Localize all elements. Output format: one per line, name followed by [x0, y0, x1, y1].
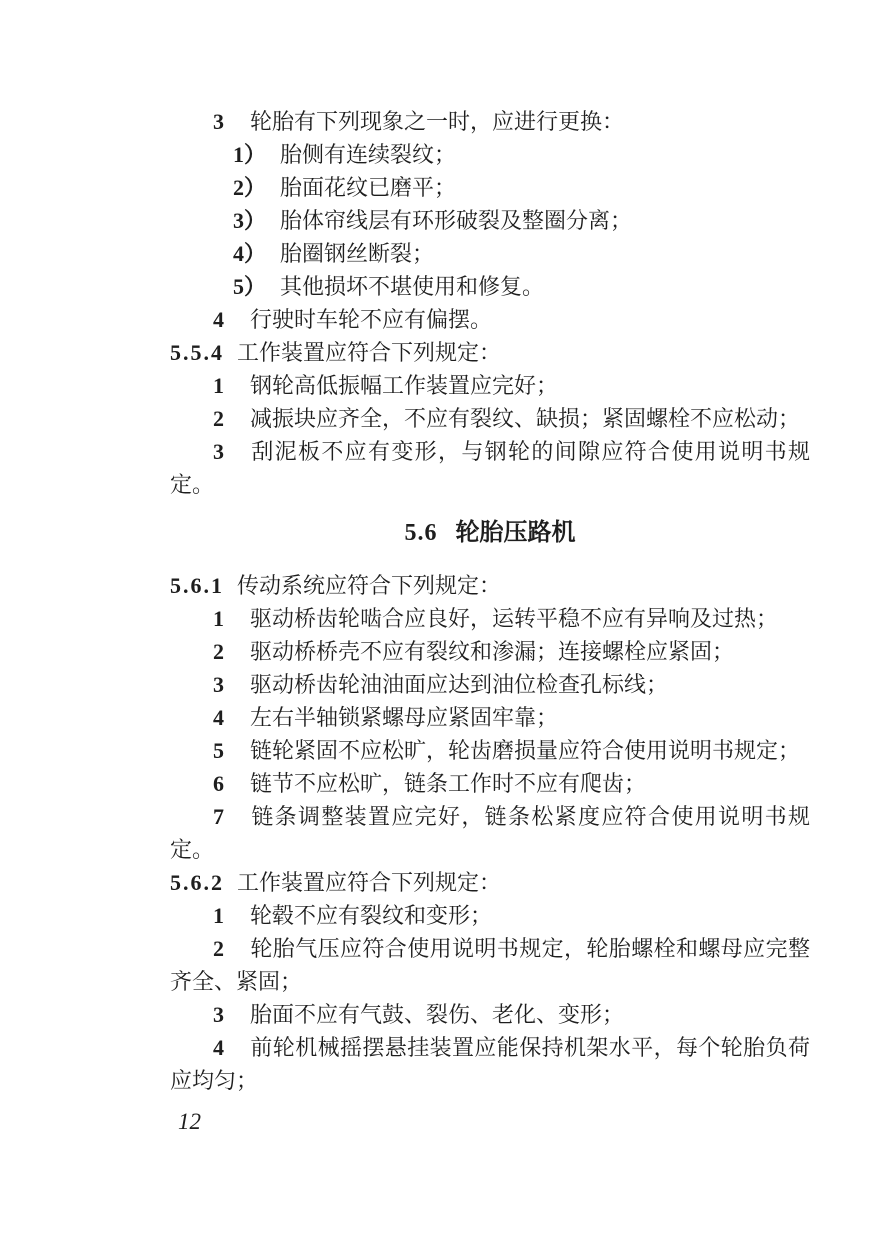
- item-number: 7: [213, 804, 224, 829]
- section-heading: [170, 517, 810, 550]
- item-number: 4: [213, 307, 224, 332]
- item-number: 3: [213, 672, 224, 697]
- item-number: 3: [213, 1002, 224, 1027]
- clause-number: 5.6.1: [170, 573, 224, 598]
- item-number: 1: [213, 606, 224, 631]
- item-text: 驱动桥齿轮啮合应良好，运转平稳不应有异响及过热；: [250, 606, 779, 631]
- item-text: 轮胎有下列现象之一时，应进行更换：: [250, 109, 625, 134]
- item-number: 1: [213, 903, 224, 928]
- item-number: 4: [213, 1035, 224, 1060]
- item-text: 驱动桥齿轮油油面应达到油位检查孔标线；: [250, 672, 669, 697]
- clause-text: 传动系统应符合下列规定：: [237, 573, 502, 598]
- item-number: 3: [213, 109, 224, 134]
- numbered-item: [170, 303, 810, 336]
- item-text: 钢轮高低振幅工作装置应完好；: [250, 373, 559, 398]
- clause-text: 工作装置应符合下列规定：: [237, 340, 502, 365]
- item-number: 3）: [233, 208, 267, 233]
- item-text: 链节不应松旷，链条工作时不应有爬齿；: [250, 771, 647, 796]
- item-text: 链轮紧固不应松旷，轮齿磨损量应符合使用说明书规定；: [250, 738, 801, 763]
- page-number: 12: [178, 1109, 201, 1134]
- sub-list-item: [170, 204, 810, 237]
- numbered-item: [170, 1031, 810, 1097]
- numbered-item: [170, 668, 810, 701]
- item-text: 轮毂不应有裂纹和变形；: [250, 903, 493, 928]
- item-text: 减振块应齐全，不应有裂纹、缺损；紧固螺栓不应松动；: [250, 406, 801, 431]
- item-text: 行驶时车轮不应有偏摆。: [250, 307, 493, 332]
- item-number: 1: [213, 373, 224, 398]
- item-text: 胎侧有连续裂纹；: [280, 142, 457, 167]
- numbered-item: [170, 998, 810, 1031]
- item-text: 链条调整装置应完好，链条松紧度应符合使用说明书规定。: [170, 804, 810, 862]
- clause-line: [170, 569, 810, 602]
- clause-line: [170, 866, 810, 899]
- numbered-item: [170, 800, 810, 866]
- numbered-item: [170, 734, 810, 767]
- content-area: [170, 105, 810, 1138]
- item-number: 2: [213, 406, 224, 431]
- item-text: 刮泥板不应有变形，与钢轮的间隙应符合使用说明书规定。: [170, 439, 810, 497]
- item-number: 6: [213, 771, 224, 796]
- item-number: 2: [213, 639, 224, 664]
- item-number: 1）: [233, 142, 267, 167]
- numbered-item: [170, 369, 810, 402]
- item-number: 2）: [233, 175, 267, 200]
- clause-text: 工作装置应符合下列规定：: [237, 870, 502, 895]
- item-number: 5）: [233, 274, 267, 299]
- item-text: 胎面花纹已磨平；: [280, 175, 457, 200]
- sub-list-item: [170, 270, 810, 303]
- numbered-item: [170, 701, 810, 734]
- item-number: 3: [213, 439, 224, 464]
- sub-list-item: [170, 138, 810, 171]
- item-text: 胎圈钢丝断裂；: [280, 241, 435, 266]
- numbered-item: [170, 435, 810, 501]
- item-text: 轮胎气压应符合使用说明书规定，轮胎螺栓和螺母应完整齐全、紧固；: [170, 936, 810, 994]
- clause-line: [170, 336, 810, 369]
- numbered-item: [170, 105, 810, 138]
- item-text: 前轮机械摇摆悬挂装置应能保持机架水平，每个轮胎负荷应均匀；: [170, 1035, 810, 1093]
- sub-list-item: [170, 237, 810, 270]
- item-text: 驱动桥桥壳不应有裂纹和渗漏；连接螺栓应紧固；: [250, 639, 735, 664]
- numbered-item: [170, 767, 810, 800]
- sub-list-item: [170, 171, 810, 204]
- clause-number: 5.5.4: [170, 340, 224, 365]
- numbered-item: [170, 635, 810, 668]
- item-text: 胎体帘线层有环形破裂及整圈分离；: [280, 208, 633, 233]
- item-number: 5: [213, 738, 224, 763]
- item-text: 其他损坏不堪使用和修复。: [280, 274, 545, 299]
- clause-number: 5.6.2: [170, 870, 224, 895]
- item-number: 2: [213, 936, 224, 961]
- item-text: 胎面不应有气鼓、裂伤、老化、变形；: [250, 1002, 625, 1027]
- section-title: 轮胎压路机: [455, 520, 576, 546]
- section-number: 5.6: [404, 520, 438, 546]
- numbered-item: [170, 899, 810, 932]
- item-text: 左右半轴锁紧螺母应紧固牢靠；: [250, 705, 559, 730]
- numbered-item: [170, 602, 810, 635]
- numbered-item: [170, 932, 810, 998]
- item-number: 4）: [233, 241, 267, 266]
- item-number: 4: [213, 705, 224, 730]
- numbered-item: [170, 402, 810, 435]
